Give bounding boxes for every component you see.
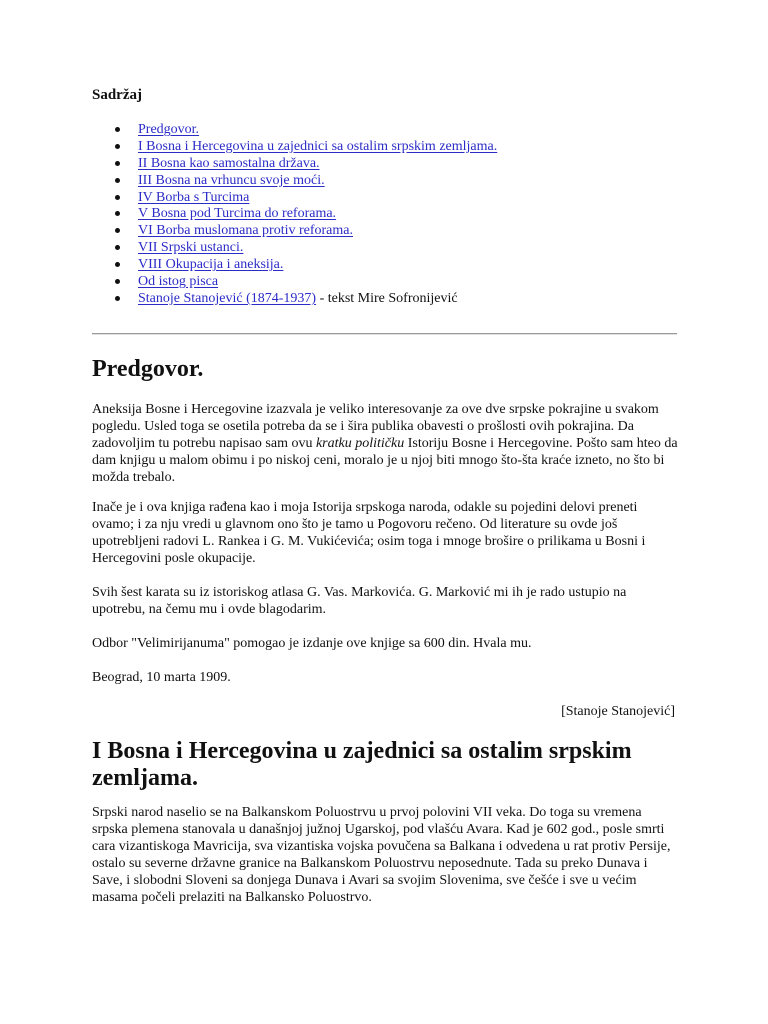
- toc-link-chapter-7[interactable]: VII Srpski ustanci.: [138, 240, 244, 256]
- toc-link-author-bio[interactable]: Stanoje Stanojević (1874-1937): [138, 290, 317, 306]
- toc-link-chapter-4[interactable]: IV Borba s Turcima: [138, 189, 250, 205]
- toc-item-suffix: - tekst Mire Sofronijević: [316, 290, 458, 306]
- preface-signature: [Stanoje Stanojević]: [561, 704, 675, 719]
- bullet-icon: [115, 178, 120, 183]
- toc-item-od-istog-pisca: [92, 273, 497, 290]
- preface-paragraph-1: [92, 401, 678, 486]
- toc-link-predgovor[interactable]: Predgovor.: [138, 122, 200, 137]
- bullet-icon: [115, 161, 120, 166]
- bullet-icon: [115, 279, 120, 284]
- toc-link-od-istog-pisca[interactable]: Od istog pisca: [138, 274, 219, 290]
- toc-item-chapter-5: [92, 205, 497, 222]
- preface-paragraph-1-emphasis: kratku političku: [315, 436, 405, 451]
- preface-paragraph-2: Inače je i ova knjiga rađena kao i moja Istorija srpskoga naroda, odakle su pojedini delovi preneti ovamo; i za nju vredi u glavnom ono što je tamo u Pogovoru rečeno. Od literature su ovde još upotrebljeni radovi L. Rankea i G. M. Vukićevića; osim toga i mnoge brošire o prilikama u Bosni i Hercegovini posle okupacije.: [92, 500, 646, 566]
- preface-paragraph-1-text-start: Aneksija Bosne i Hercegovine izazvala je veliko interesovanje za ove dve srpske pokrajine u svakom pogledu. Usled toga se osetila potreba da se i šira publika obavesti o prošlosti ovih pokrajina. Da zadovoljim tu potrebu napisao sam ovu: [92, 402, 659, 451]
- toc-link-chapter-6[interactable]: VI Borba muslomana protiv reforama.: [138, 223, 353, 239]
- toc-link-chapter-3[interactable]: III Bosna na vrhuncu svoje moći.: [138, 172, 325, 188]
- toc-list: [92, 121, 497, 307]
- toc-item-predgovor: [92, 121, 497, 138]
- horizontal-divider: [92, 333, 677, 335]
- preface-date: Beograd, 10 marta 1909.: [92, 670, 231, 685]
- toc-link-chapter-8[interactable]: VIII Okupacija i aneksija.: [138, 257, 284, 273]
- preface-title: Predgovor.: [92, 356, 204, 382]
- chapter-1-paragraph-1: Srpski narod naselio se na Balkanskom Poluostrvu u prvoj polovini VII veka. Do toga su vremena srpska plemena stanovala u današnjoj južnoj Ugarskoj, pod vlašću Avara. Kad je 602 god., posle smrti cara vizantiskoga Mavricija, sva vizantiska vojska povučena sa Balkana i odvedena u rat protiv Persije, ostalo su severne državne granice na Balkanskom Poluostrvu neposednute. Tada su preko Dunava i Save, i slobodni Sloveni sa donjega Dunava i Avari sa svojim Slovenima, sve češće i sve u većim masama počeli prelaziti na Balkansko Poluostrvo.: [92, 805, 671, 905]
- toc-item-chapter-7: [92, 239, 497, 256]
- toc-link-chapter-2[interactable]: II Bosna kao samostalna država.: [138, 155, 320, 171]
- bullet-icon: [115, 211, 120, 216]
- chapter-1-title: I Bosna i Hercegovina u zajednici sa ostalim srpskim zemljama.: [92, 738, 632, 791]
- bullet-icon: [115, 228, 120, 233]
- bullet-icon: [115, 245, 120, 250]
- toc-link-chapter-1[interactable]: I Bosna i Hercegovina u zajednici sa ostalim srpskim zemljama.: [138, 138, 498, 154]
- toc-heading: Sadržaj: [92, 87, 142, 103]
- bullet-icon: [115, 262, 120, 267]
- preface-paragraph-3: Svih šest karata su iz istoriskog atlasa G. Vas. Markovića. G. Marković mi ih je rado ustupio na upotrebu, na čemu mu i ovde blagodarim.: [92, 585, 627, 617]
- toc-item-chapter-3: [92, 172, 497, 189]
- toc-item-chapter-2: [92, 155, 497, 172]
- toc-item-chapter-6: [92, 222, 497, 239]
- toc-item-chapter-1: [92, 138, 497, 155]
- toc-link-chapter-5[interactable]: V Bosna pod Turcima do reforama.: [138, 206, 337, 222]
- bullet-icon: [115, 296, 120, 301]
- preface-paragraph-1-text-end: Istoriju Bosne i Hercegovine. Pošto sam hteo da dam knjigu u malom obimu i po niskoj ceni, moralo je u njoj biti mnogo što-šta kraće izneto, no što bi možda trebalo.: [92, 436, 678, 485]
- toc-item-chapter-4: [92, 189, 497, 206]
- bullet-icon: [115, 195, 120, 200]
- toc-item-chapter-8: [92, 256, 497, 273]
- toc-item-author-bio: [92, 290, 497, 307]
- bullet-icon: [115, 127, 120, 132]
- bullet-icon: [115, 144, 120, 149]
- preface-paragraph-4: Odbor "Velimirijanuma" pomogao je izdanje ove knjige sa 600 din. Hvala mu.: [92, 636, 532, 651]
